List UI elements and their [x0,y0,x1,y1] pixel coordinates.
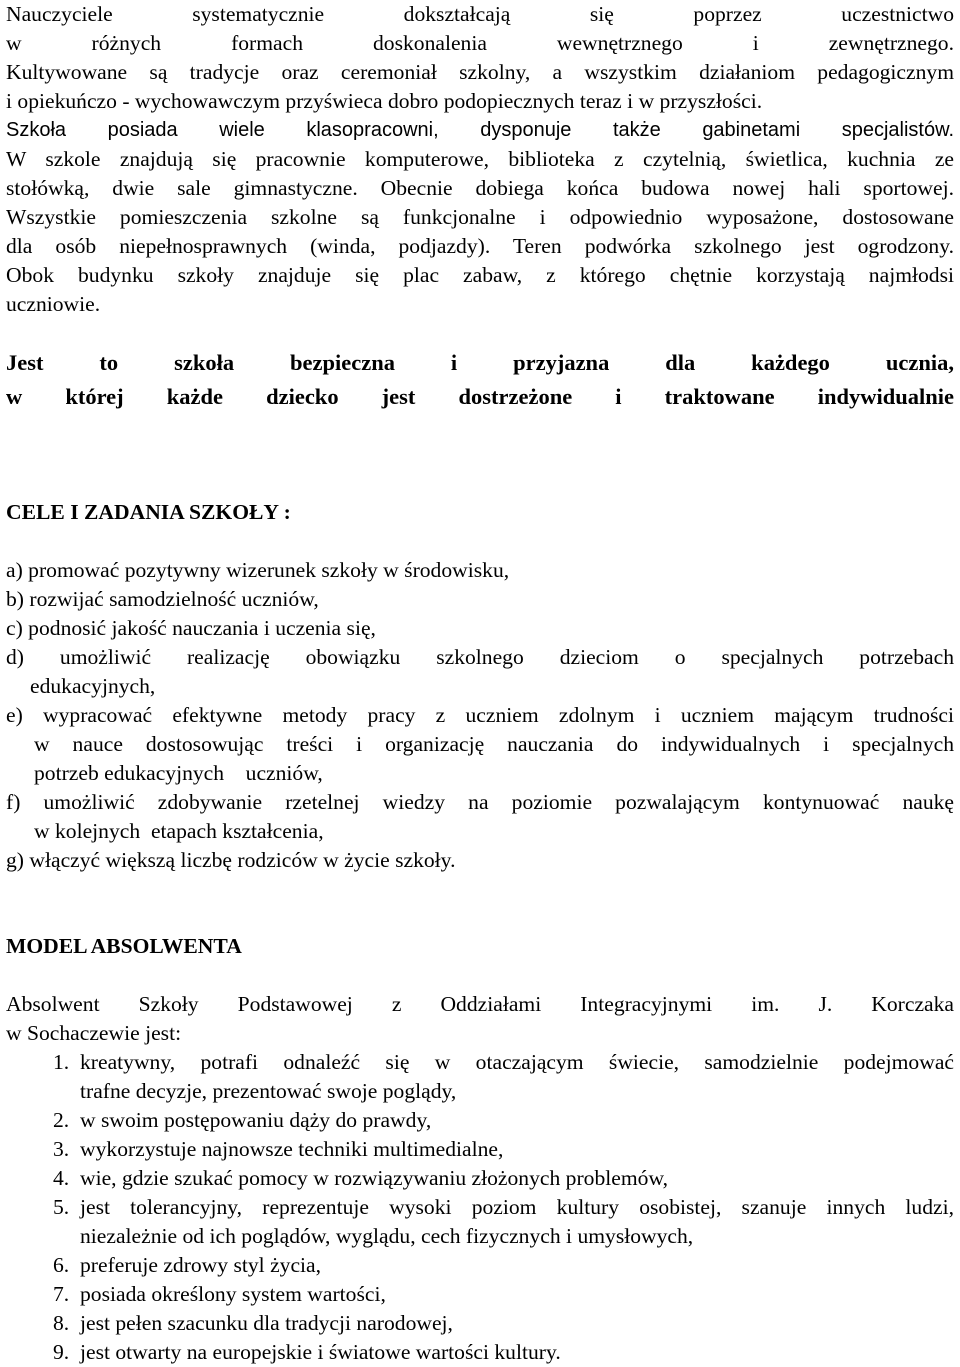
intro-paragraph [6,0,954,319]
graduate-heading: MODEL ABSOLWENTA [6,934,242,958]
goal-item: f) umożliwić zdobywanie rzetelnej wiedzy na poziomie pozwalającym kontynuować naukę [6,790,954,814]
graduate-intro-line: w Sochaczewie jest: [6,1021,182,1045]
list-text: wie, gdzie szukać pomocy w rozwiązywaniu złożonych problemów, [80,1166,669,1190]
intro-line: Nauczyciele systematycznie dokształcają się poprzez uczestnictwo [6,2,954,26]
graduate-traits-list [6,1048,954,1367]
list-item [6,1135,954,1164]
list-text: w swoim postępowaniu dąży do prawdy, [80,1108,432,1132]
list-text: preferuje zdrowy styl życia, [80,1253,322,1277]
list-text: kreatywny, potrafi odnaleźć się w otaczającym świecie, samodzielnie podejmować [80,1050,954,1074]
list-item [6,1193,954,1222]
list-text: jest otwarty na europejskie i światowe wartości kultury. [80,1340,561,1364]
goal-item-continuation: potrzeb edukacyjnych uczniów, [34,761,323,785]
goal-item: c) podnosić jakość nauczania i uczenia się, [6,616,376,640]
list-number: 1. [53,1050,70,1074]
intro-line: Wszystkie pomieszczenia szkolne są funkcjonalne i odpowiednio wyposażone, dostosowane [6,205,954,229]
graduate-intro-line: Absolwent Szkoły Podstawowej z Oddziałami Integracyjnymi im. J. Korczaka [6,992,954,1016]
intro-line: w różnych formach doskonalenia wewnętrznego i zewnętrznego. [6,31,954,55]
list-item [6,1309,954,1338]
statement-line: w której każde dziecko jest dostrzeżone i traktowane indywidualnie [6,384,954,409]
list-number: 4. [53,1166,70,1190]
goals-list [6,556,954,875]
list-number: 5. [53,1195,70,1219]
goal-item: d) umożliwić realizację obowiązku szkolnego dzieciom o specjalnych potrzebach [6,645,954,669]
list-number: 3. [53,1137,70,1161]
list-text: jest tolerancyjny, reprezentuje wysoki poziom kultury osobistej, szanuje innych ludzi, [80,1195,954,1219]
intro-line: Obok budynku szkoły znajduje się plac zabaw, z którego chętnie korzystają najmłodsi [6,263,954,287]
goal-item: g) włączyć większą liczbę rodziców w życie szkoły. [6,848,456,872]
goal-item: a) promować pozytywny wizerunek szkoły w środowisku, [6,558,510,582]
intro-line: stołówką, dwie sale gimnastyczne. Obecnie dobiega końca budowa nowej hali sportowej. [6,176,954,200]
goal-item-continuation: w kolejnych etapach kształcenia, [34,819,324,843]
intro-line: Kultywowane są tradycje oraz ceremoniał szkolny, a wszystkim działaniom pedagogicznym [6,60,954,84]
intro-line: W szkole znajdują się pracownie komputerowe, biblioteka z czytelnią, świetlica, kuchnia ze [6,147,954,171]
goals-heading: CELE I ZADANIA SZKOŁY : [6,500,291,524]
list-text: posiada określony system wartości, [80,1282,386,1306]
list-text: jest pełen szacunku dla tradycji narodowej, [80,1311,453,1335]
list-item [6,1106,954,1135]
intro-line: Szkoła posiada wiele klasopracowni, dysponuje także gabinetami specjalistów. [6,119,954,141]
school-statement [6,346,954,414]
list-number: 2. [53,1108,70,1132]
list-item [6,1338,954,1367]
statement-line: Jest to szkoła bezpieczna i przyjazna dla każdego ucznia, [6,350,954,375]
intro-line: uczniowie. [6,292,101,316]
list-text-continuation: niezależnie od ich poglądów, wyglądu, cech fizycznych i umysłowych, [80,1224,694,1248]
list-item [6,1048,954,1077]
intro-line: dla osób niepełnosprawnych (winda, podjazdy). Teren podwórka szkolnego jest ogrodzony. [6,234,954,258]
graduate-intro [6,990,954,1048]
goal-item: e) wypracować efektywne metody pracy z uczniem zdolnym i uczniem mającym trudności [6,703,954,727]
list-text-continuation: trafne decyzje, prezentować swoje poglądy, [80,1079,457,1103]
goal-item: b) rozwijać samodzielność uczniów, [6,587,319,611]
goal-item-continuation: edukacyjnych, [30,674,156,698]
list-item [6,1280,954,1309]
list-item [6,1164,954,1193]
goal-item-continuation: w nauce dostosowując treści i organizację nauczania do indywidualnych i specjalnych [34,732,954,756]
list-text: wykorzystuje najnowsze techniki multimedialne, [80,1137,504,1161]
list-number: 6. [53,1253,70,1277]
list-number: 8. [53,1311,70,1335]
list-number: 9. [53,1340,70,1364]
list-number: 7. [53,1282,70,1306]
list-item [6,1251,954,1280]
intro-line: i opiekuńczo - wychowawczym przyświeca dobro podopiecznych teraz i w przyszłości. [6,89,763,113]
